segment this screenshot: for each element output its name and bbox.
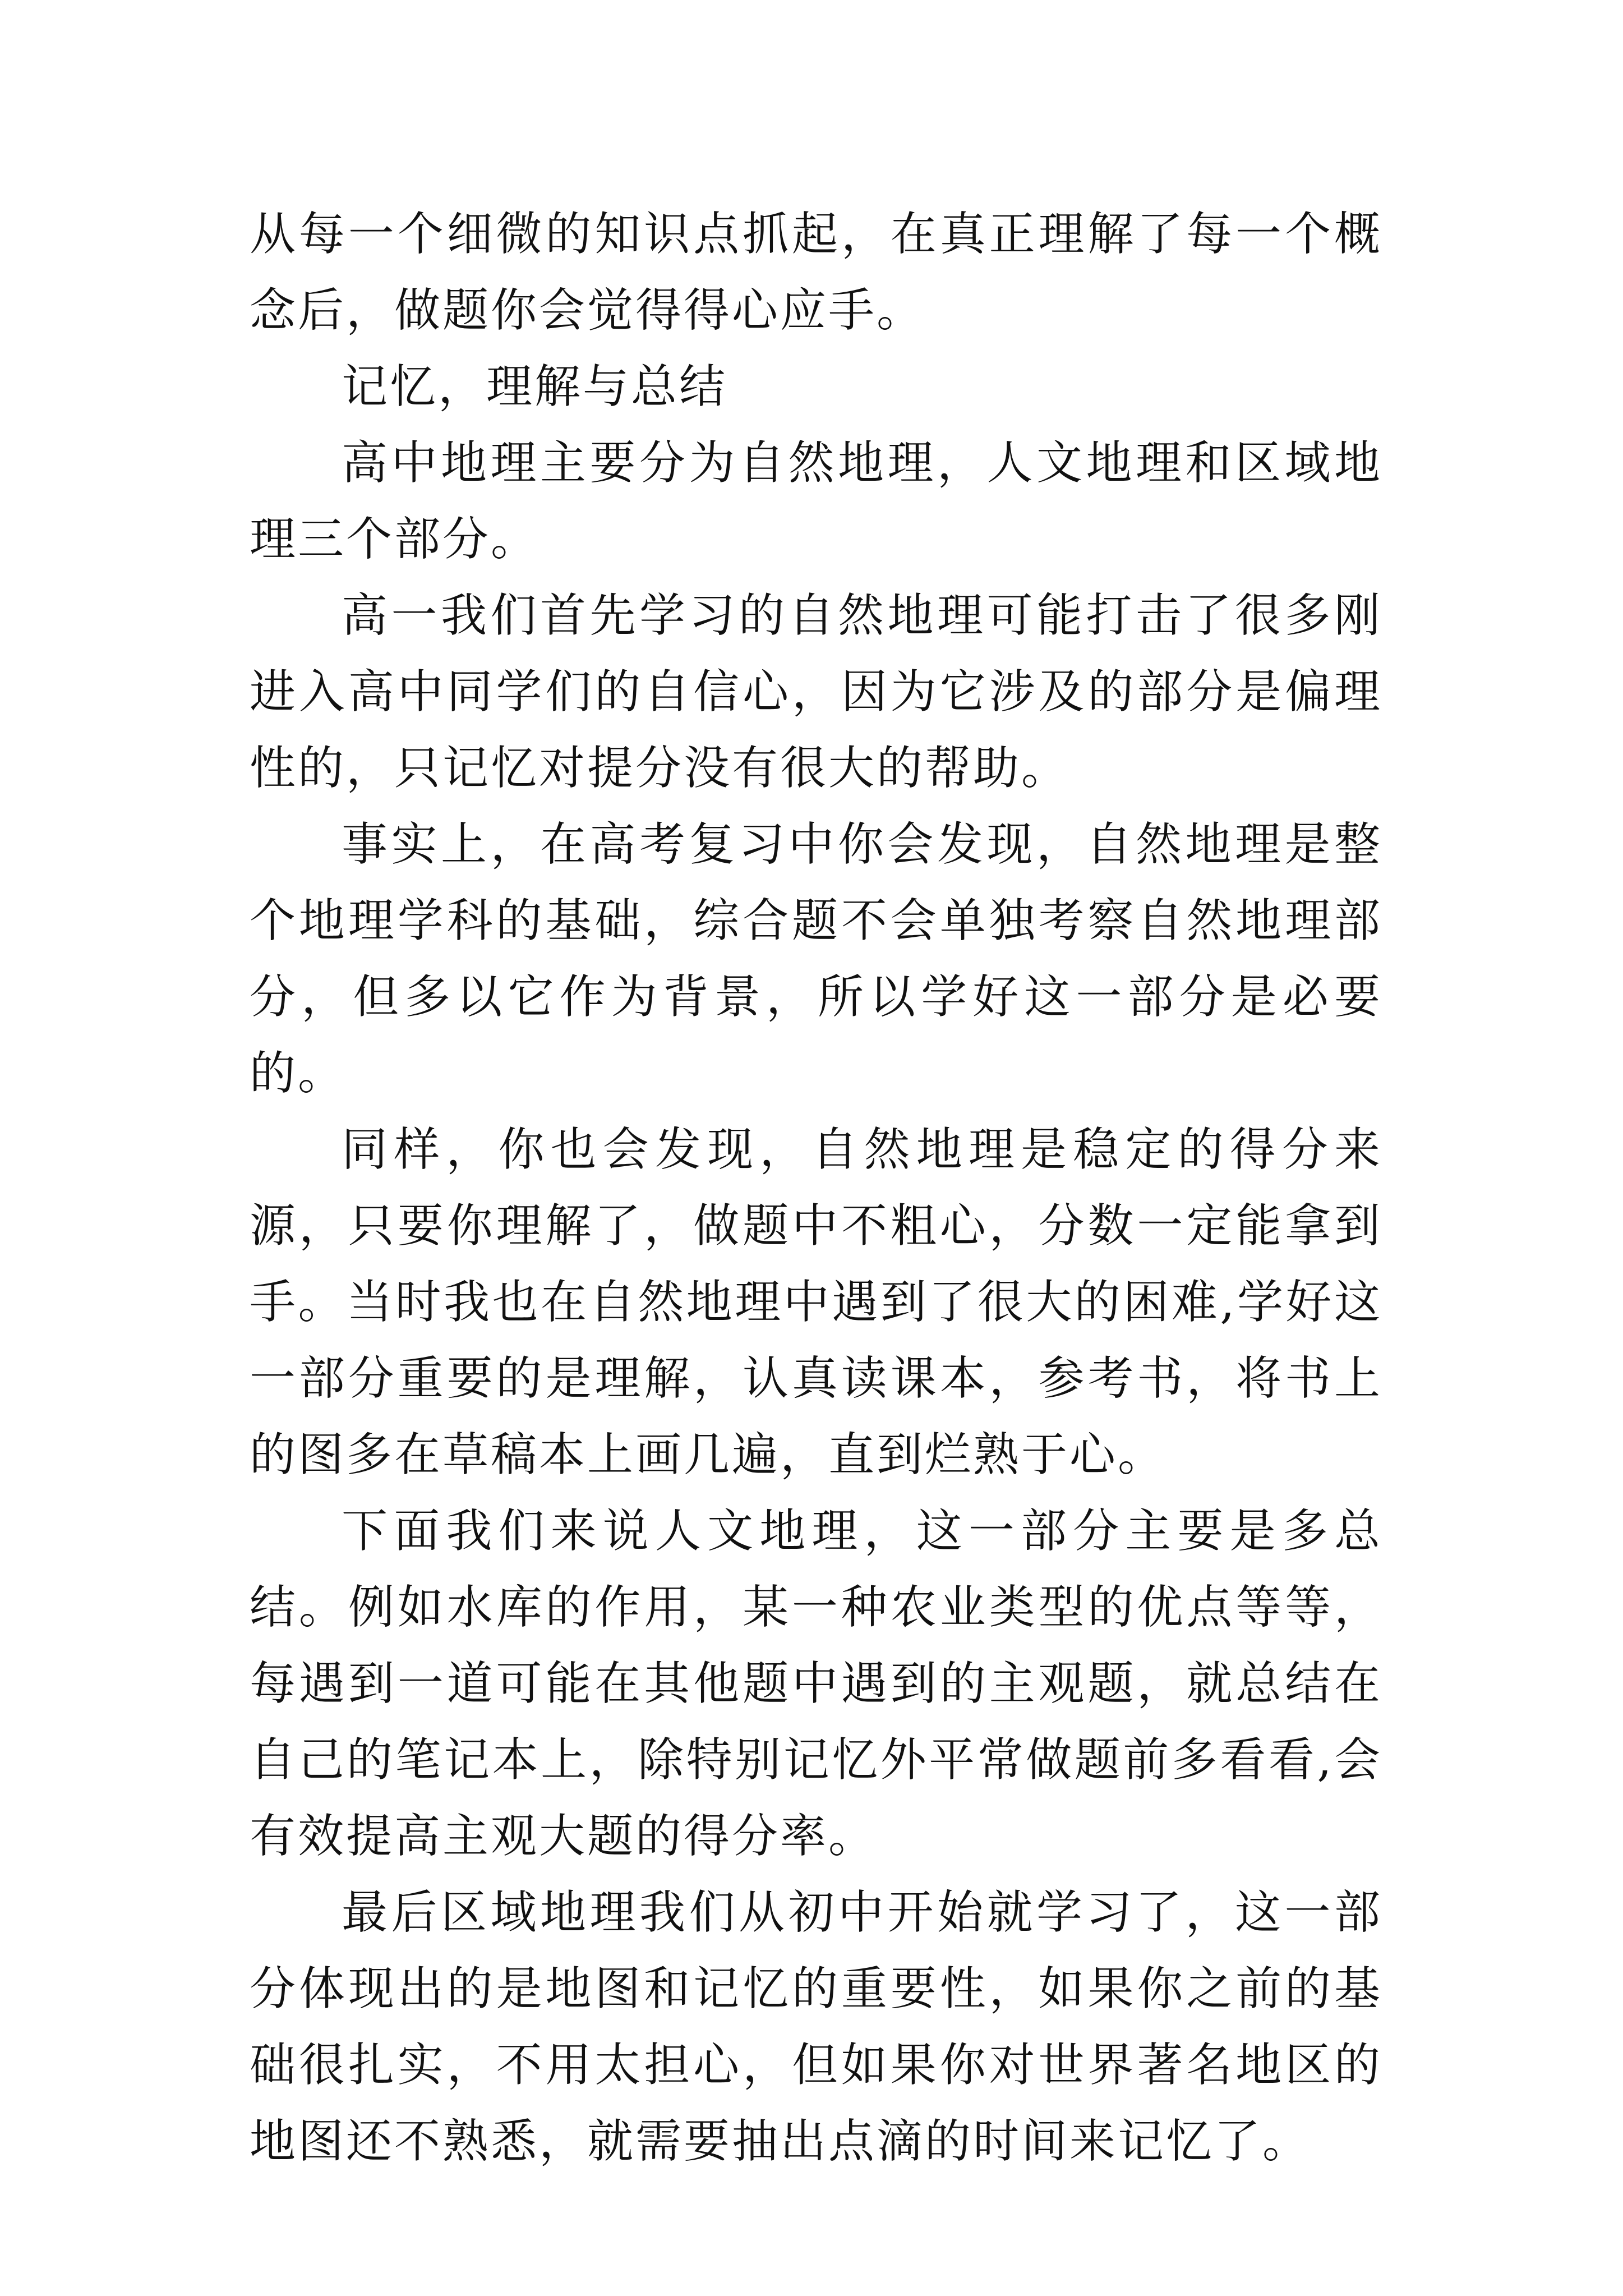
paragraph-8: 最后区域地理我们从初中开始就学习了，这一部分体现出的是地图和记忆的重要性，如果你之前的基础很扎实，不用太担心，但如果你对世界著名地区的地图还不熟悉，就需要抽出点滴的时间来记忆了。 bbox=[250, 1886, 1382, 2168]
paragraph-5: 事实上，在高考复习中你会发现，自然地理是整个地理学科的基础，综合题不会单独考察自然地理部分，但多以它作为背景，所以学好这一部分是必要的。 bbox=[250, 818, 1382, 1100]
paragraph-3: 高中地理主要分为自然地理，人文地理和区域地理三个部分。 bbox=[250, 436, 1382, 566]
paragraph-4: 高一我们首先学习的自然地理可能打击了很多刚进入高中同学们的自信心，因为它涉及的部分是偏理性的，只记忆对提分没有很大的帮助。 bbox=[250, 589, 1382, 795]
section-heading: 记忆，理解与总结 bbox=[342, 360, 728, 413]
document-body bbox=[250, 196, 1382, 2180]
paragraph-1: 从每一个细微的知识点抓起，在真正理解了每一个概念后，做题你会觉得得心应手。 bbox=[250, 208, 1382, 337]
paragraph-6: 同样，你也会发现，自然地理是稳定的得分来源，只要你理解了，做题中不粗心，分数一定能拿到手。当时我也在自然地理中遇到了很大的困难,学好这一部分重要的是理解，认真读课本，参考书，将书上的图多在草稿本上画几遍，直到烂熟于心。 bbox=[250, 1123, 1382, 1481]
paragraph-7: 下面我们来说人文地理，这一部分主要是多总结。例如水库的作用，某一种农业类型的优点等等，每遇到一道可能在其他题中遇到的主观题，就总结在自己的笔记本上，除特别记忆外平常做题前多看看,会有效提高主观大题的得分率。 bbox=[250, 1504, 1382, 1863]
